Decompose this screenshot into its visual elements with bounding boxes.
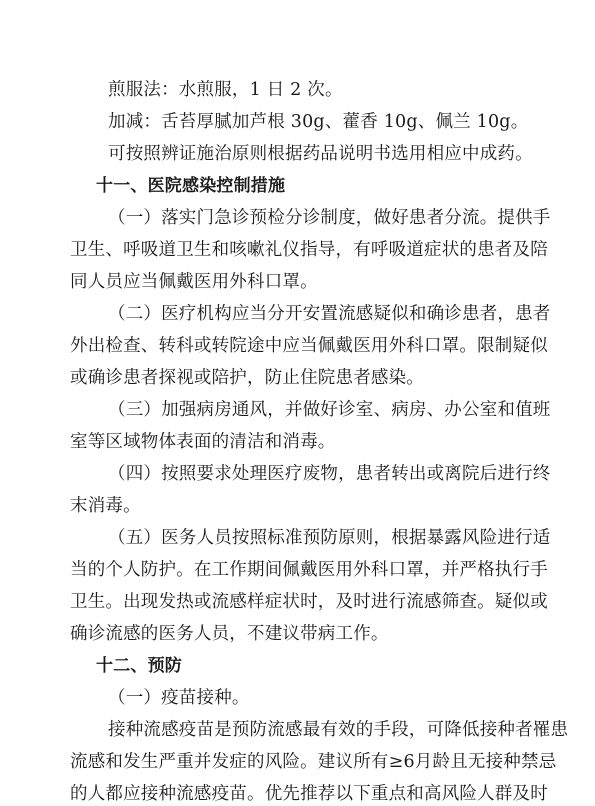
paragraph-line: 流感和发生严重并发症的风险。建议所有≥6月龄且无接种禁忌: [70, 752, 557, 772]
paragraph-line: 确诊流感的医务人员，不建议带病工作。: [70, 624, 389, 644]
paragraph-line: 当的个人防护。在工作期间佩戴医用外科口罩，并严格执行手: [70, 560, 548, 580]
paragraph-line: （一）落实门急诊预检分诊制度，做好患者分流。提供手: [108, 208, 551, 228]
section-heading-prevention: 十二、预防: [96, 656, 182, 676]
modification-line: 加减：舌苔厚腻加芦根 30g、藿香 10g、佩兰 10g。: [108, 112, 529, 132]
paragraph-line: 末消毒。: [70, 496, 141, 516]
paragraph-line: （二）医疗机构应当分开安置流感疑似和确诊患者，患者: [108, 304, 551, 324]
paragraph-line: （五）医务人员按照标准预防原则，根据暴露风险进行适: [108, 528, 551, 548]
paragraph-line: （三）加强病房通风，并做好诊室、病房、办公室和值班: [108, 400, 551, 420]
paragraph-line: 室等区域物体表面的清洁和消毒。: [70, 432, 336, 452]
subheading-vaccination: （一）疫苗接种。: [108, 688, 250, 708]
paragraph-line: 外出检查、转科或转院途中应当佩戴医用外科口罩。限制疑似: [70, 336, 548, 356]
paragraph-line: 卫生。出现发热或流感样症状时，及时进行流感筛查。疑似或: [70, 592, 548, 612]
chinese-medicine-line: 可按照辨证施治原则根据药品说明书选用相应中成药。: [108, 144, 533, 164]
paragraph-line: 的人都应接种流感疫苗。优先推荐以下重点和高风险人群及时: [70, 784, 548, 804]
paragraph-line: 或确诊患者探视或陪护，防止住院患者感染。: [70, 368, 424, 388]
paragraph-line: （四）按照要求处理医疗废物，患者转出或离院后进行终: [108, 464, 551, 484]
paragraph-line: 同人员应当佩戴医用外科口罩。: [70, 272, 318, 292]
section-heading-infection-control: 十一、医院感染控制措施: [96, 176, 286, 196]
paragraph-line: 卫生、呼吸道卫生和咳嗽礼仪指导，有呼吸道症状的患者及陪: [70, 240, 548, 260]
decoction-method-line: 煎服法：水煎服，1 日 2 次。: [108, 80, 343, 100]
paragraph-line: 接种流感疫苗是预防流感最有效的手段，可降低接种者罹患: [108, 720, 569, 740]
